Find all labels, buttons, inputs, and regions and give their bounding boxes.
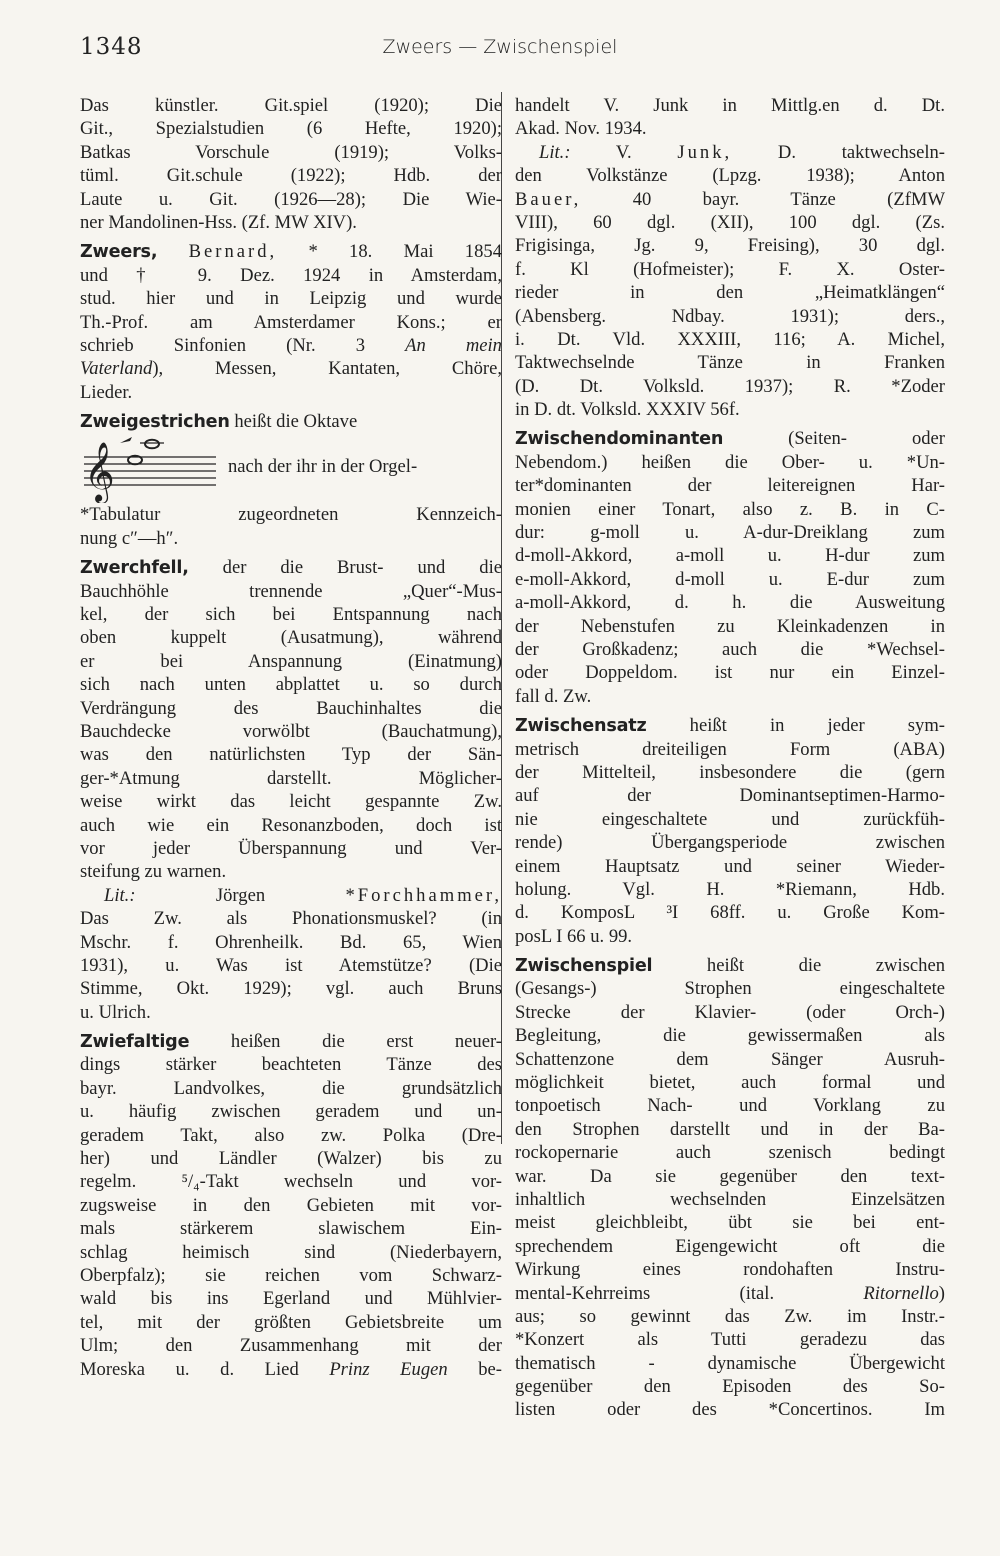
text-line: sich nach unten abplattet u. so durch bbox=[80, 674, 502, 696]
text-line: Bauchdecke vorwölbt (Bauchatmung), bbox=[80, 720, 502, 742]
text-line: weise wirkt das leicht gespannte Zw. bbox=[80, 791, 502, 813]
text-line: mals stärkerem slawischem Ein- bbox=[80, 1218, 502, 1240]
headword: Zweers, bbox=[80, 242, 158, 263]
person-name: Bernard, bbox=[188, 241, 278, 263]
text-line: zugsweise in den Gebieten mit vor- bbox=[80, 1194, 502, 1216]
text-line: Batkas Vorschule (1919); Volks- bbox=[80, 141, 502, 163]
text-line: gegenüber den Episoden des So- bbox=[515, 1376, 945, 1398]
text-line: *Konzert als Tutti geradezu das bbox=[515, 1329, 945, 1351]
text-line: bayr. Landvolkes, die grundsätzlich bbox=[80, 1077, 502, 1099]
text-line: oder Doppeldom. ist nur ein Einzel- bbox=[515, 662, 945, 684]
text-line: Oberpfalz); sie reichen vom Schwarz- bbox=[80, 1264, 502, 1286]
entry-text: ), Messen, Kantaten, Chöre, bbox=[152, 358, 502, 380]
text-line: tel, mit der größten Gebietsbreite um bbox=[80, 1311, 502, 1333]
text-line: monien einer Tonart, also z. B. in C- bbox=[515, 498, 945, 520]
work-title: Vaterland bbox=[80, 358, 153, 380]
headword: Zwiefaltige bbox=[80, 1032, 190, 1053]
text-line: her) und Ländler (Walzer) bis zu bbox=[80, 1148, 502, 1170]
left-column bbox=[80, 94, 502, 1381]
entry-text: heißt die Oktave bbox=[229, 411, 358, 433]
text-line: Lieder. bbox=[80, 381, 133, 403]
entry-text: ) bbox=[938, 1282, 945, 1304]
entry-text: 40 bayr. Tänze (ZfMW bbox=[581, 188, 945, 210]
text-line: listen oder des *Concertinos. Im bbox=[515, 1399, 945, 1421]
text-line: den Volkstänze (Lpzg. 1938); Anton bbox=[515, 165, 945, 187]
headword: Zwischenspiel bbox=[515, 956, 653, 977]
text-line: er bei Anspannung (Einatmung) bbox=[80, 650, 502, 672]
text-line: Laute u. Git. (1926—28); Die Wie- bbox=[80, 188, 502, 210]
text-line: rieder in den „Heimatklängen“ bbox=[515, 282, 945, 304]
entry-zwischendominanten bbox=[515, 427, 945, 708]
page-number: 1348 bbox=[80, 34, 143, 60]
text-line: Taktwechselnde Tänze in Franken bbox=[515, 352, 945, 374]
text-line: Das künstler. Git.spiel (1920); Die bbox=[80, 95, 502, 116]
text-line: kel, der sich bei Entspannung nach bbox=[80, 604, 502, 626]
lit-label: Lit.: bbox=[539, 141, 571, 163]
text-line: den Strophen darstellt und in der Ba- bbox=[515, 1118, 945, 1140]
text-line: der Mittelteil, insbesondere die (gern bbox=[515, 761, 945, 783]
headword: Zwerchfell, bbox=[80, 558, 189, 579]
text-line: Ulm; den Zusammenhang mit der bbox=[80, 1335, 502, 1357]
entry-text: Jörgen bbox=[135, 884, 346, 906]
entry-text: be- bbox=[447, 1358, 502, 1380]
entry-continuation bbox=[80, 94, 502, 234]
text-line: der Nebenstufen zu Kleinkadenzen in bbox=[515, 615, 945, 637]
entry-zweigestrichen bbox=[80, 410, 502, 550]
entry-text: schrieb Sinfonien (Nr. 3 bbox=[80, 334, 365, 356]
entry-text: heißt die zwischen bbox=[652, 955, 945, 977]
entry-zwischenspiel bbox=[515, 954, 945, 1422]
text-line: in D. dt. Volksld. XXXIV 56f. bbox=[515, 399, 740, 421]
entry-zwiefaltige bbox=[80, 1030, 502, 1381]
entry-text: der die Brust- und die bbox=[188, 557, 502, 579]
text-line: Th.-Prof. am Amsterdamer Kons.; er bbox=[80, 311, 502, 333]
text-line: VIII), 60 dgl. (XII), 100 dgl. (Zs. bbox=[515, 211, 945, 233]
text-line: und † 9. Dez. 1924 in Amsterdam, bbox=[80, 264, 502, 286]
text-line: geradem Takt, also zw. Polka (Dre- bbox=[80, 1124, 502, 1146]
text-line: meist gleichbleibt, übt sie bei ent- bbox=[515, 1212, 945, 1234]
right-column bbox=[515, 94, 945, 1422]
text-line: a-moll-Akkord, d. h. die Ausweitung bbox=[515, 592, 945, 614]
text-line: *Tabulatur zugeordneten Kennzeich- bbox=[80, 504, 502, 526]
text-line: war. Da sie gegenüber den text- bbox=[515, 1165, 945, 1187]
text-line: Stimme, Okt. 1929); vgl. auch Bruns bbox=[80, 978, 502, 1000]
text-line: u. häufig zwischen geradem und un- bbox=[80, 1101, 502, 1123]
text-line: fall d. Zw. bbox=[515, 685, 592, 707]
text-line: auch wie ein Resonanzboden, doch ist bbox=[80, 814, 502, 836]
text-line: (D. Dt. Volksld. 1937); R. *Zoder bbox=[515, 375, 945, 397]
entry-text: heißt in jeder sym- bbox=[646, 715, 945, 737]
text-line: nie eingeschaltete und zurückfüh- bbox=[515, 808, 945, 830]
text-line: wald bis ins Egerland und Mühlvier- bbox=[80, 1288, 502, 1310]
lit-label: Lit.: bbox=[104, 884, 136, 906]
text-line: Das Zw. als Phonationsmuskel? (in bbox=[80, 908, 502, 930]
text-line: stud. hier und in Leipzig und wurde bbox=[80, 288, 502, 310]
entry-zwischensatz bbox=[515, 714, 945, 948]
entry-text: (Seiten- oder bbox=[723, 428, 945, 450]
text-line: Wirkung eines rondohaften Instru- bbox=[515, 1259, 945, 1281]
text-line: der Großkadenz; auch die *Wechsel- bbox=[515, 638, 945, 660]
headword: Zwischensatz bbox=[515, 716, 647, 737]
text-line: rockopernarie auch szenisch bedingt bbox=[515, 1142, 945, 1164]
text-line: Bauchhöhle trennende „Quer“-Mus- bbox=[80, 580, 502, 602]
text-line: rende) Übergangsperiode zwischen bbox=[515, 832, 945, 854]
text-line: inhaltlich wechselnden Einzelsätzen bbox=[515, 1188, 945, 1210]
text-line: einem Hauptsatz und seiner Wieder- bbox=[515, 855, 945, 877]
text-line: handelt V. Junk in Mittlg.en d. Dt. bbox=[515, 95, 945, 116]
entry-zwerchfell bbox=[80, 556, 502, 1024]
text-line: Nebendom.) heißen die Ober- u. *Un- bbox=[515, 451, 945, 473]
text-line: d. KomposL ³I 68ff. u. Große Kom- bbox=[515, 902, 945, 924]
text-line: metrisch dreiteiligen Form (ABA) bbox=[515, 738, 945, 760]
text-line: Git., Spezialstudien (6 Hefte, 1920); bbox=[80, 118, 502, 140]
text-line: Akad. Nov. 1934. bbox=[515, 118, 647, 140]
text-line: Mschr. f. Ohrenheilk. Bd. 65, Wien bbox=[80, 931, 502, 953]
entry-text: mental-Kehrreims (ital. bbox=[515, 1282, 775, 1304]
text-line: (Abensberg. Ndbay. 1931); ders., bbox=[515, 305, 945, 327]
text-line: holung. Vgl. H. *Riemann, Hdb. bbox=[515, 878, 945, 900]
text-line: d-moll-Akkord, a-moll u. H-dur zum bbox=[515, 545, 945, 567]
text-line: was den natürlichsten Typ der Sän- bbox=[80, 744, 502, 766]
text-line: steifung zu warnen. bbox=[80, 861, 227, 883]
text-line: tüml. Git.schule (1922); Hdb. der bbox=[80, 165, 502, 187]
text-line: u. Ulrich. bbox=[80, 1001, 151, 1023]
text-line: (Gesangs-) Strophen eingeschaltete bbox=[515, 978, 945, 1000]
text-line: oben kuppelt (Ausatmung), während bbox=[80, 627, 502, 649]
entry-continuation bbox=[515, 94, 945, 421]
text-line: i. Dt. Vld. XXXIII, 116; A. Michel, bbox=[515, 328, 945, 350]
treble-staff-icon bbox=[80, 433, 220, 503]
text-line: schlag heimisch sind (Niederbayern, bbox=[80, 1241, 502, 1263]
text-line: dur: g-moll u. A-dur-Dreiklang zum bbox=[515, 522, 945, 544]
running-head: Zweers — Zwischenspiel bbox=[382, 36, 618, 58]
text-line: vor jeder Überspannung und Ver- bbox=[80, 837, 502, 859]
entry-text: D. taktwechseln- bbox=[732, 141, 945, 163]
text-line: auf der Dominantseptimen-Harmo- bbox=[515, 785, 945, 807]
text-line: tonpoetisch Nach- und Vorklang zu bbox=[515, 1095, 945, 1117]
text-line: aus; so gewinnt das Zw. im Instr.- bbox=[515, 1305, 945, 1327]
headword: Zwischendominanten bbox=[515, 429, 724, 450]
text-line: möglichkeit bietet, auch formal und bbox=[515, 1072, 945, 1094]
text-line: ner Mandolinen-Hss. (Zf. MW XIV). bbox=[80, 211, 357, 233]
text-line: f. Kl (Hofmeister); F. X. Oster- bbox=[515, 258, 945, 280]
page-header bbox=[80, 34, 920, 74]
entry-text: Moreska u. d. Lied bbox=[80, 1358, 330, 1380]
entry-zweers bbox=[80, 240, 502, 404]
text-line: regelm. ⁵/₄-Takt wechseln und vor- bbox=[80, 1171, 502, 1193]
work-title: An mein bbox=[405, 334, 502, 356]
person-name: Bauer, bbox=[515, 188, 582, 210]
entry-text: heißen die erst neuer- bbox=[189, 1031, 502, 1053]
text-line: sprechendem Eigengewicht oft die bbox=[515, 1235, 945, 1257]
text-line: dings stärker beachteten Tänze des bbox=[80, 1054, 502, 1076]
entry-text: nach der ihr in der Orgel- bbox=[228, 456, 418, 478]
person-name: *Forchhammer, bbox=[345, 884, 502, 906]
entry-text: * 18. Mai 1854 bbox=[277, 241, 502, 263]
text-line: posL I 66 u. 99. bbox=[515, 925, 633, 947]
text-line: 1931), u. Was ist Atemstütze? (Die bbox=[80, 954, 502, 976]
text-line: Begleitung, die gewissermaßen als bbox=[515, 1025, 945, 1047]
svg-text:𝄞: 𝄞 bbox=[84, 442, 115, 503]
work-title: Prinz Eugen bbox=[329, 1358, 448, 1380]
text-line: nung c″—h″. bbox=[80, 527, 179, 549]
text-line: ter*dominanten der leitereignen Har- bbox=[515, 475, 945, 497]
text-line: Verdrängung des Bauchinhaltes die bbox=[80, 697, 502, 719]
text-line: Schattenzone dem Sänger Ausruh- bbox=[515, 1048, 945, 1070]
music-example bbox=[80, 433, 502, 503]
text-line: Strecke der Klavier- (oder Orch-) bbox=[515, 1001, 945, 1023]
text-line: ger-*Atmung darstellt. Möglicher- bbox=[80, 767, 502, 789]
headword: Zweigestrichen bbox=[80, 412, 230, 433]
entry-text: V. bbox=[570, 141, 678, 163]
text-line: Frigisinga, Jg. 9, Freising), 30 dgl. bbox=[515, 235, 945, 257]
person-name: Junk, bbox=[677, 141, 733, 163]
text-line: thematisch - dynamische Übergewicht bbox=[515, 1352, 945, 1374]
work-title: Ritornello bbox=[863, 1282, 939, 1304]
text-line: e-moll-Akkord, d-moll u. E-dur zum bbox=[515, 568, 945, 590]
